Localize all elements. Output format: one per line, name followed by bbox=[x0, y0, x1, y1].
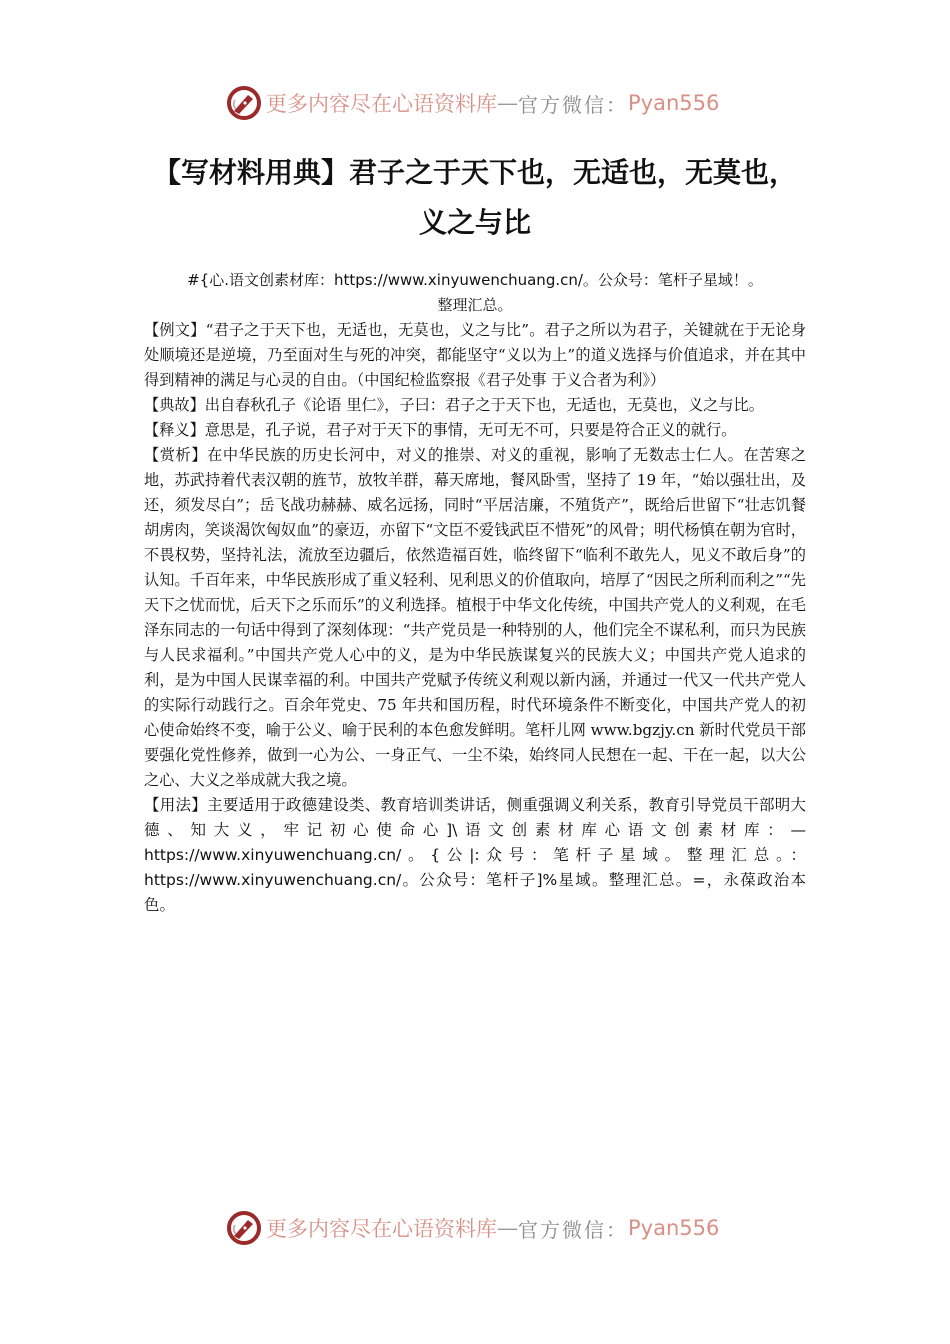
section-label: 【赏析】 bbox=[144, 446, 208, 464]
banner-main-text: 更多内容尽在心语资料库 bbox=[266, 1217, 497, 1241]
banner-dash: — bbox=[497, 91, 518, 115]
pen-nib-logo-icon bbox=[226, 85, 262, 121]
banner-dash: — bbox=[497, 1216, 518, 1240]
document-body bbox=[144, 268, 806, 918]
source-note-line-2: 整理汇总。 bbox=[437, 296, 513, 314]
banner-wechat-label: 官方微信： bbox=[518, 92, 628, 117]
section-text: “君子之于天下也，无适也，无莫也，义之与比”。君子之所以为君子，关键就在于无论身处顺境还是逆境，乃至面对生与死的冲突，都能坚守“义以为上”的道义选择与价值追求，并在其中得到精神的满足与心灵的自由。（中国纪检监察报《君子处事 于义合者为利》） bbox=[144, 321, 807, 389]
section-label: 【典故】 bbox=[144, 396, 205, 414]
page-title bbox=[100, 148, 850, 248]
section-usage bbox=[144, 793, 806, 918]
section-text: 意思是，孔子说，君子对于天下的事情，无可无不可，只要是符合正义的就行。 bbox=[204, 421, 737, 439]
title-line-2: 义之与比 bbox=[418, 206, 531, 239]
section-appreciation bbox=[144, 443, 806, 793]
banner-wechat-label: 官方微信： bbox=[518, 1217, 628, 1242]
title-line-1: 【写材料用典】君子之于天下也，无适也，无莫也， bbox=[152, 156, 797, 189]
section-allusion bbox=[144, 393, 806, 418]
banner-wechat-id: Pyan556 bbox=[628, 1216, 720, 1240]
section-text: 出自春秋孔子《论语 里仁》，子曰：君子之于天下也，无适也，无莫也，义之与比。 bbox=[204, 396, 764, 414]
banner-wechat-id: Pyan556 bbox=[628, 91, 720, 115]
footer-banner bbox=[226, 1208, 726, 1248]
section-text: 主要适用于政德建设类、教育培训类讲话，侧重强调义利关系，教育引导党员干部明大德、知大义，牢记初心使命心]\语文创素材库心语文创素材库：—https://www.xinyuwenchuang.cn/。{公|:众号：笔杆子星域。整理汇总。：https://www.xinyuwenchuang.cn/。公众号：笔杆子]%星域。整理汇总。=，永葆政治本色。 bbox=[144, 796, 806, 914]
banner-main-text: 更多内容尽在心语资料库 bbox=[266, 92, 497, 116]
pen-nib-logo-icon bbox=[226, 1210, 262, 1246]
section-text: 在中华民族的历史长河中，对义的推崇、对义的重视，影响了无数志士仁人。在苦寒之地，苏武持着代表汉朝的旌节，放牧羊群，幕天席地，餐风卧雪，坚持了 19 年，“始以强壮出，及还，须发尽白”；岳飞战功赫赫、威名远扬，同时“平居洁廉，不殖货产”，既给后世留下“壮志饥餐胡虏肉，笑谈渴饮匈奴血”的豪迈，亦留下“文臣不爱钱武臣不惜死”的风骨；明代杨慎在朝为官时，不畏权势，坚持礼法，流放至边疆后，依然造福百姓，临终留下“临利不敢先人，见义不敢后身”的认知。千百年来，中华民族形成了重义轻利、见利思义的价值取向，培厚了“因民之所利而利之”“先天下之忧而忧，后天下之乐而乐”的义利选择。植根于中华文化传统，中国共产党人的义利观，在毛泽东同志的一句话中得到了深刻体现：“共产党员是一种特别的人，他们完全不谋私利，而只为民族与人民求福利。”中国共产党人心中的义，是为中华民族谋复兴的民族大义；中国共产党人追求的利，是为中国人民谋幸福的利。中国共产党赋予传统义利观以新内涵，并通过一代又一代共产党人的实际行动践行之。百余年党史、75 年共和国历程，时代环境条件不断变化，中国共产党人的初心使命始终不变，喻于公义、喻于民利的本色愈发鲜明。笔杆儿网 www.bgzjy.cn 新时代党员干部要强化党性修养，做到一心为公、一身正气、一尘不染，始终同人民想在一起、干在一起，以大公之心、大义之举成就大我之境。 bbox=[144, 446, 807, 789]
source-note-line-1: #{心.语文创素材库：https://www.xinyuwenchuang.cn/。公众号：笔杆子星域！。 bbox=[187, 271, 763, 289]
section-meaning bbox=[144, 418, 806, 443]
section-label: 【释义】 bbox=[144, 421, 205, 439]
section-example bbox=[144, 318, 806, 393]
section-label: 【用法】 bbox=[144, 796, 208, 814]
section-label: 【例文】 bbox=[144, 321, 206, 339]
source-note bbox=[144, 268, 806, 318]
header-banner bbox=[226, 83, 726, 123]
